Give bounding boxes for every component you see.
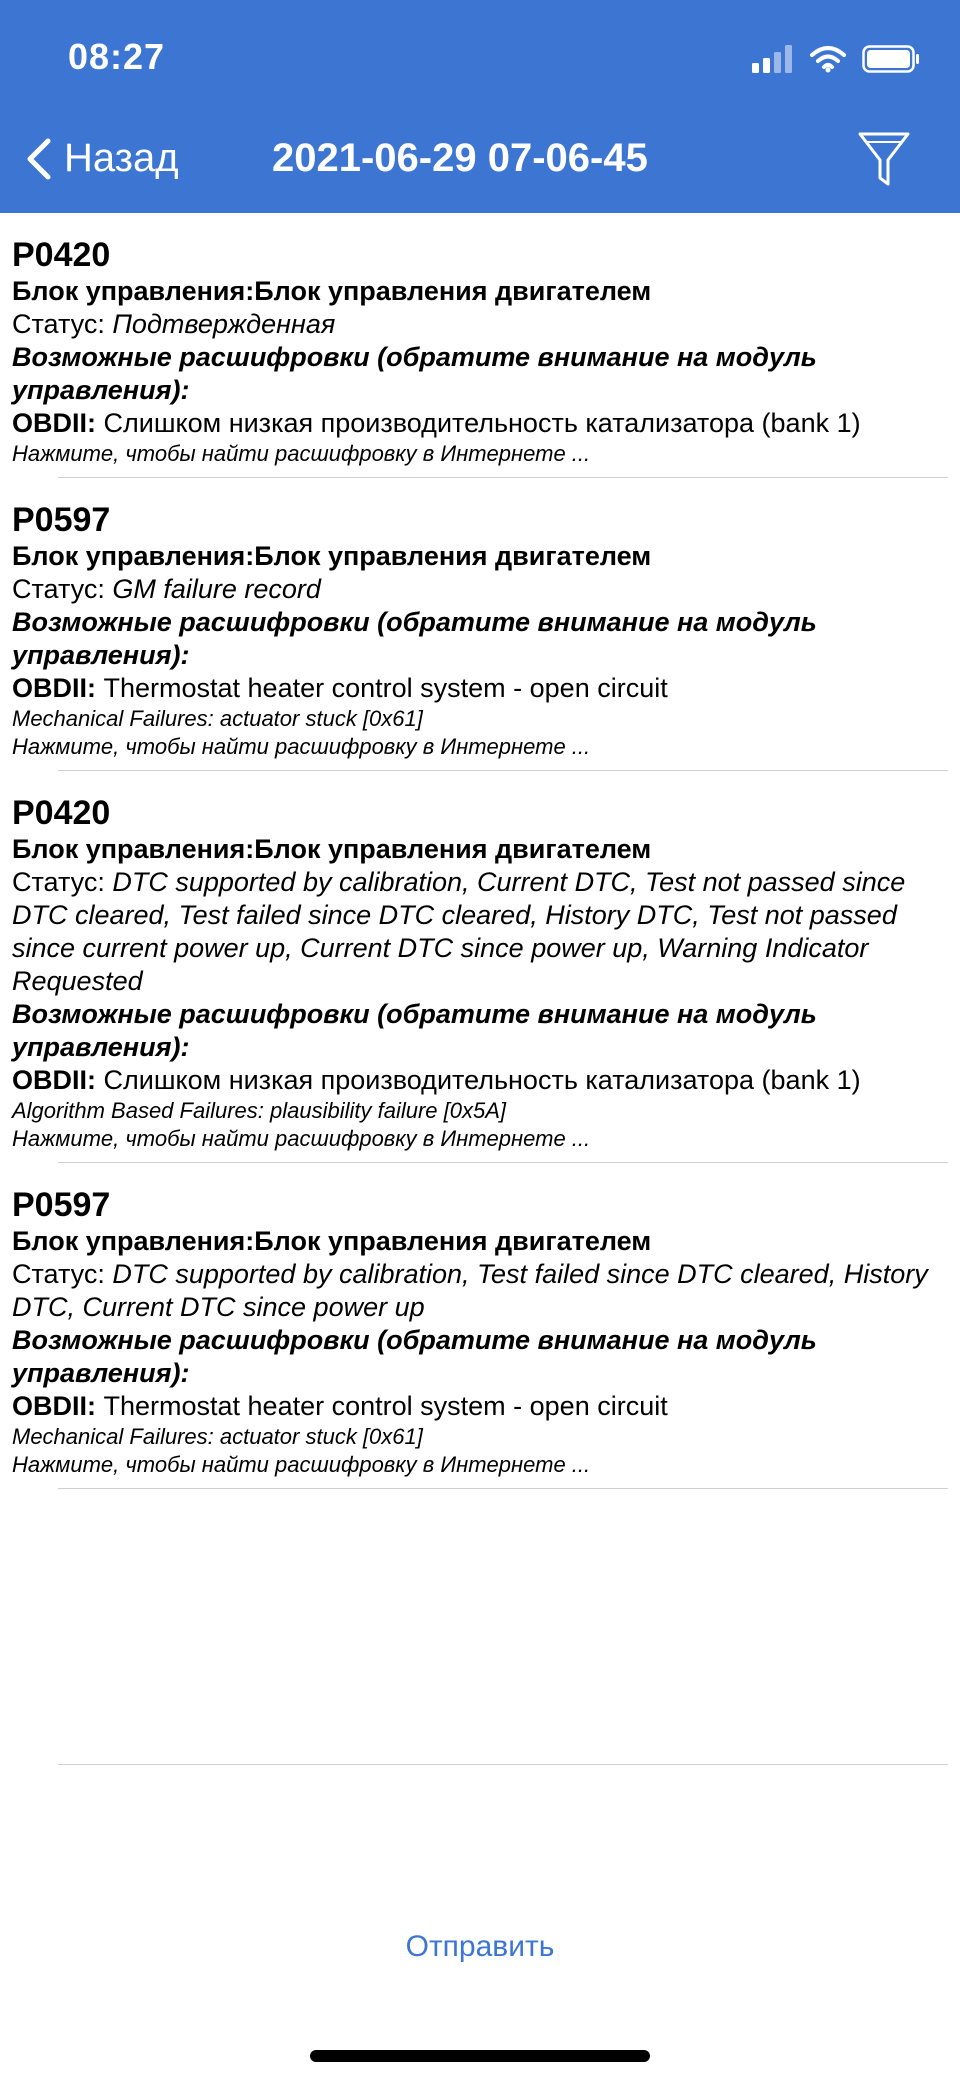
page-title: 2021-06-29 07-06-45 [272,136,648,180]
module-line: Блок управления:Блок управления двигателем [12,541,652,571]
possible-decodes-heading: Возможные расшифровки (обратите внимание на модуль управления): [12,1325,817,1388]
dtc-code: P0597 [12,1186,111,1224]
module-line: Блок управления:Блок управления двигателем [12,1226,652,1256]
list-item[interactable] [0,1163,960,1489]
possible-decodes-heading: Возможные расшифровки (обратите внимание на модуль управления): [12,607,817,670]
status-line: Статус: Подтвержденная [12,309,336,339]
chevron-left-icon [24,137,54,181]
dtc-code: P0597 [12,501,111,539]
wifi-icon [810,45,846,73]
list-item[interactable] [0,213,960,478]
failure-detail: Algorithm Based Failures: plausibility failure [0x5A] [12,1098,507,1123]
status-time: 08:27 [68,36,166,77]
possible-decodes-heading: Возможные расшифровки (обратите внимание на модуль управления): [12,342,817,405]
status-line: Статус: DTC supported by calibration, Current DTC, Test not passed since DTC cleared, Test failed since DTC cleared, History DTC, Test not passed since current power up, Current DTC since power up, Warning Indicator Requested [12,867,906,996]
failure-detail: Mechanical Failures: actuator stuck [0x61] [12,1424,423,1449]
search-link[interactable]: Нажмите, чтобы найти расшифровку в Интернете ... [12,1452,591,1477]
obd-description: OBDII: Слишком низкая производительность катализатора (bank 1) [12,408,861,438]
search-link[interactable]: Нажмите, чтобы найти расшифровку в Интернете ... [12,1126,591,1151]
module-line: Блок управления:Блок управления двигателем [12,834,652,864]
filter-icon [856,130,912,190]
filter-button[interactable] [856,130,912,195]
battery-icon [862,45,920,73]
signal-icon [752,45,794,73]
divider [58,1764,948,1765]
dtc-code: P0420 [12,794,111,832]
module-line: Блок управления:Блок управления двигателем [12,276,652,306]
dtc-code: P0420 [12,236,111,274]
dtc-list [0,213,960,1489]
failure-detail: Mechanical Failures: actuator stuck [0x61] [12,706,423,731]
navigation-header [0,0,960,213]
list-item[interactable] [0,771,960,1163]
status-line: Статус: GM failure record [12,574,321,604]
obd-description: OBDII: Thermostat heater control system - open circuit [12,673,668,703]
obd-description: OBDII: Thermostat heater control system - open circuit [12,1391,668,1421]
send-button[interactable]: Отправить [405,1930,555,1963]
obd-description: OBDII: Слишком низкая производительность катализатора (bank 1) [12,1065,861,1095]
back-label: Назад [64,136,179,180]
list-item[interactable] [0,478,960,771]
status-line: Статус: DTC supported by calibration, Test failed since DTC cleared, History DTC, Current DTC since power up [12,1259,928,1322]
possible-decodes-heading: Возможные расшифровки (обратите внимание на модуль управления): [12,999,817,1062]
home-indicator[interactable] [310,2050,650,2062]
search-link[interactable]: Нажмите, чтобы найти расшифровку в Интернете ... [12,441,591,466]
back-button[interactable] [24,136,179,181]
status-icons [752,44,920,74]
search-link[interactable]: Нажмите, чтобы найти расшифровку в Интернете ... [12,734,591,759]
